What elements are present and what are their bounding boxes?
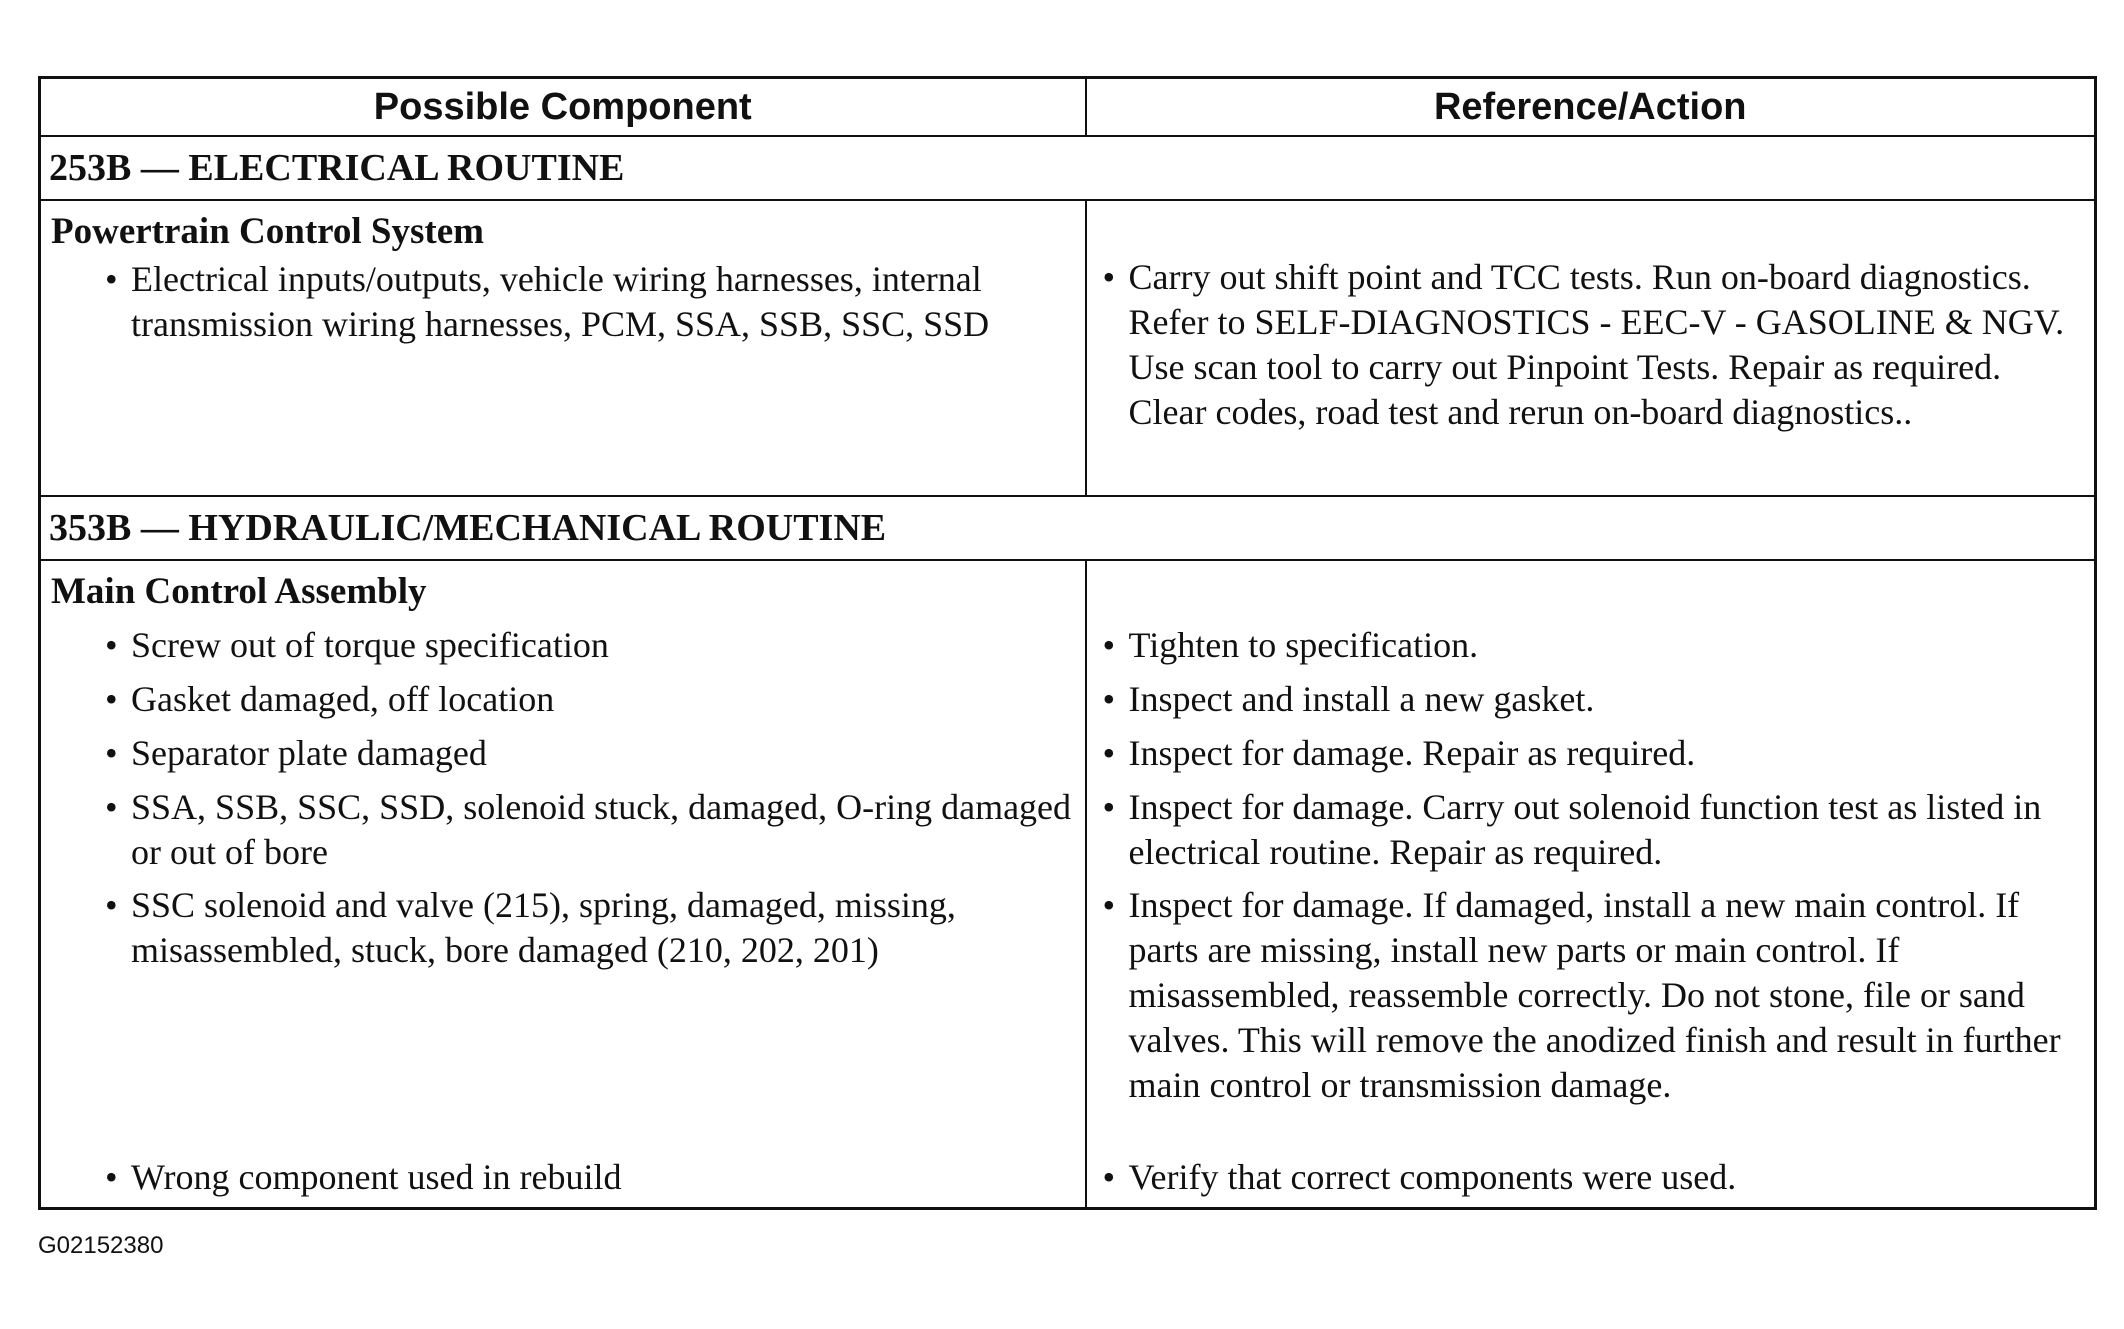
column-header-reference: Reference/Action	[1086, 78, 2096, 137]
action-cell	[1086, 200, 2096, 496]
list-item: • Inspect for damage. Carry out solenoid function test as listed in electrical routine. Repair as required.	[1102, 787, 2042, 872]
table-header-row	[40, 78, 2096, 137]
list-item: • Verify that correct components were used.	[1102, 1157, 1737, 1197]
list-item: • Separator plate damaged	[105, 733, 487, 773]
section-header-row	[40, 136, 2096, 200]
list-item: • Carry out shift point and TCC tests. Run on-board diagnostics. Refer to SELF-DIAGNOSTICS - EEC-V - GASOLINE & NGV. Use scan tool to carry out Pinpoint Tests. Repair as required. Clear codes, road test and rerun on-board diagnostics..	[1102, 257, 2065, 432]
list-item: • SSC solenoid and valve (215), spring, damaged, missing, misassembled, stuck, bore damaged (210, 202, 201)	[105, 885, 956, 970]
list-item: • Inspect for damage. Repair as required.	[1102, 733, 1696, 773]
component-title: Powertrain Control System	[51, 211, 484, 252]
list-item: • Electrical inputs/outputs, vehicle wiring harnesses, internal transmission wiring harnesses, PCM, SSA, SSB, SSC, SSD	[105, 259, 990, 344]
diagnostic-table	[38, 76, 2097, 1210]
list-item: • Inspect and install a new gasket.	[1102, 679, 1595, 719]
section-title-electrical: 253B — ELECTRICAL ROUTINE	[40, 136, 2096, 200]
component-cell	[40, 560, 1086, 1208]
list-item: • SSA, SSB, SSC, SSD, solenoid stuck, damaged, O-ring damaged or out of bore	[105, 787, 1072, 872]
component-title: Main Control Assembly	[51, 571, 427, 612]
action-list	[1087, 255, 2095, 435]
action-list	[1087, 623, 2095, 1200]
column-header-component: Possible Component	[40, 78, 1086, 137]
list-item: • Wrong component used in rebuild	[105, 1157, 622, 1197]
section-header-row	[40, 496, 2096, 560]
list-item: • Inspect for damage. If damaged, install a new main control. If parts are missing, install new parts or main control. If misassembled, reassemble correctly. Do not stone, file or sand valves. This will remove the anodized finish and result in further main control or transmission damage.	[1102, 885, 2061, 1105]
list-item: • Tighten to specification.	[1102, 625, 1479, 665]
list-item: • Screw out of torque specification	[105, 625, 609, 665]
component-list	[41, 257, 1085, 347]
list-item: • Gasket damaged, off location	[105, 679, 555, 719]
figure-id: G02152380	[38, 1232, 164, 1259]
table-row	[40, 200, 2096, 496]
section-title-hydraulic: 353B — HYDRAULIC/MECHANICAL ROUTINE	[40, 496, 2096, 560]
component-cell	[40, 200, 1086, 496]
table-row	[40, 560, 2096, 1208]
component-list	[41, 623, 1085, 1200]
action-cell	[1086, 560, 2096, 1208]
